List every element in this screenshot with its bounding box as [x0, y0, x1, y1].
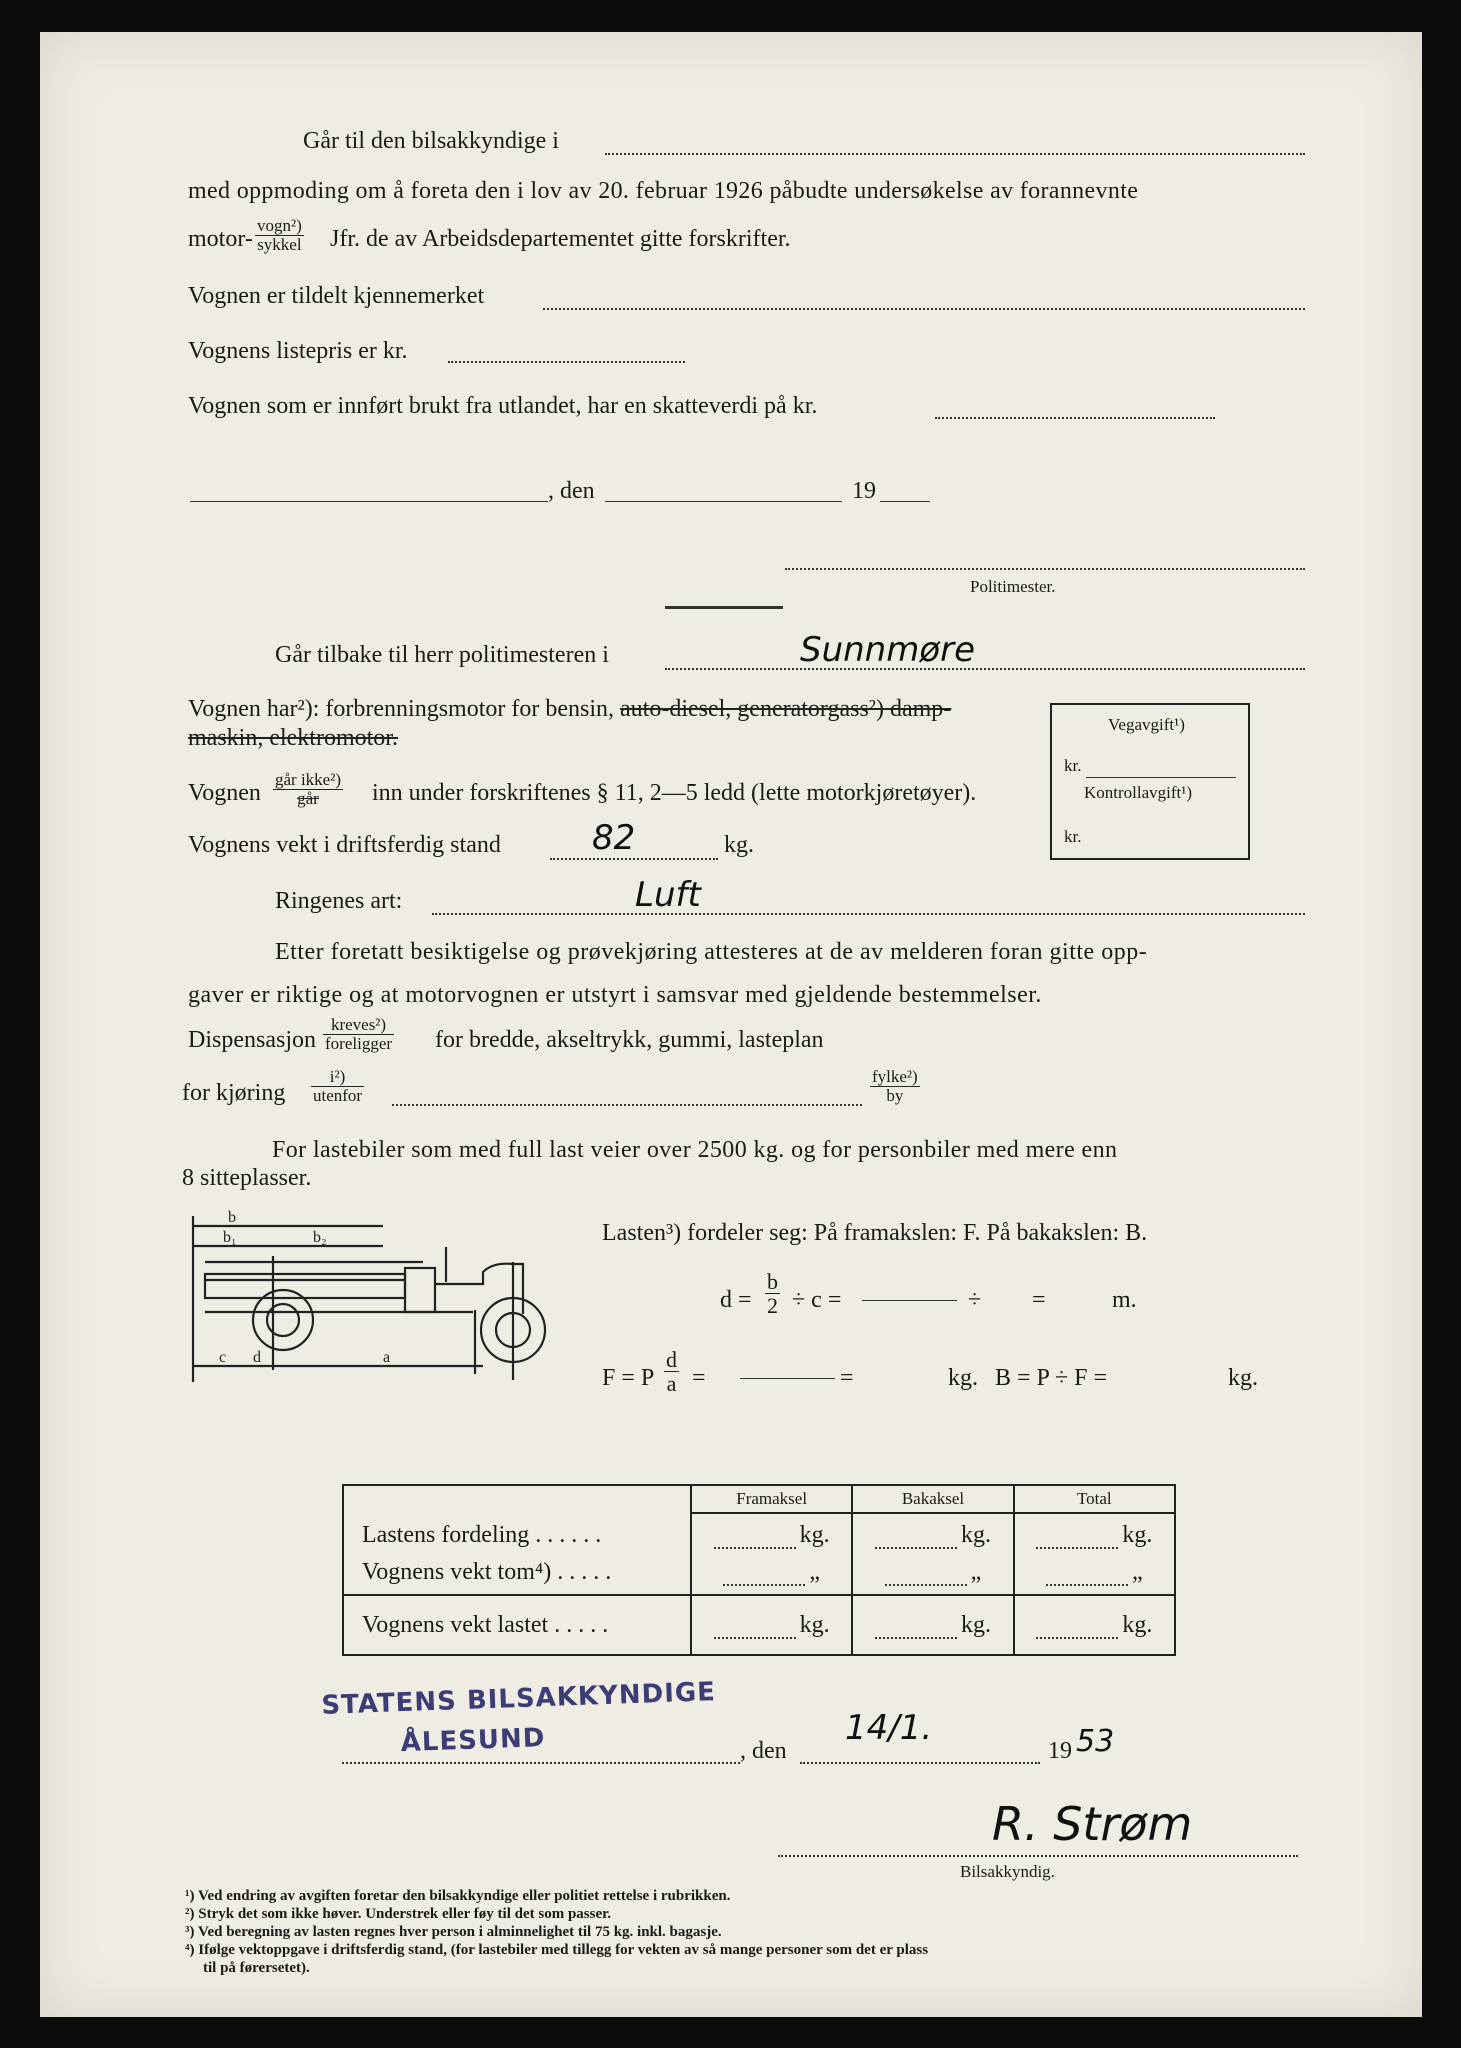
ring-value: Luft	[635, 875, 701, 915]
listepris-label: Vognens listepris er kr.	[188, 338, 408, 364]
politimester-signature-field[interactable]	[785, 568, 1305, 570]
weight-unit: kg.	[724, 832, 754, 858]
politimester-role: Politimester.	[970, 577, 1056, 596]
inspector-signature-field[interactable]	[778, 1855, 1298, 1857]
d-eq: =	[1032, 1287, 1046, 1313]
diagram-label-b1: b₁	[223, 1229, 237, 1246]
truck-hood	[435, 1264, 523, 1314]
vegavgift-field[interactable]	[1086, 777, 1236, 778]
weight-label: Vognens vekt i driftsferdig stand	[188, 832, 501, 858]
header-total: Total	[1014, 1485, 1175, 1513]
f-lhs: F = P	[602, 1365, 655, 1391]
place-signature-field[interactable]	[342, 1762, 740, 1764]
request-text: med oppmoding om å foreta den i lov av 20. februar 1926 påbudte undersøkelse av forannevnte	[188, 178, 1139, 204]
f-kg: kg.	[948, 1365, 978, 1391]
laste-line2: 8 sitteplasser.	[182, 1165, 312, 1191]
kjennemerke-field[interactable]	[543, 308, 1305, 310]
official-stamp: STATENS BILSAKKYNDIGE ÅLESUND	[320, 1677, 717, 1759]
kjennemerke-label: Vognen er tildelt kjennemerket	[188, 283, 485, 309]
f-eq1: =	[692, 1365, 706, 1391]
kjoring-prefix: for kjøring	[182, 1080, 286, 1106]
table-row-label-pair	[343, 1513, 691, 1595]
vegavgift-label: Vegavgift¹)	[1108, 715, 1185, 734]
footnote-4: ⁴) Ifølge vektoppgave i driftsferdig stand, (for lastebiler med tillegg for vekten av så mange personer som det er plass	[185, 1942, 929, 1958]
header-framaksel: Framaksel	[691, 1485, 852, 1513]
laste-line1: For lastebiler som med full last veier over 2500 kg. og for personbiler med mere enn	[272, 1137, 1118, 1163]
lasten-line: Lasten³) fordeler seg: På framakslen: F. På bakakslen: B.	[602, 1220, 1148, 1246]
total-cells[interactable]: kg. „	[1014, 1513, 1175, 1595]
skatteverdi-label: Vognen som er innført brukt fra utlandet, har en skatteverdi på kr.	[188, 393, 818, 419]
bilsakkyndig-field[interactable]	[605, 153, 1305, 155]
f-fraction: $\frac{d}{a}$	[666, 1347, 677, 1397]
framaksel-cells[interactable]: kg. „	[691, 1513, 852, 1595]
return-field[interactable]	[665, 668, 1305, 670]
year-prefix: 19	[852, 478, 876, 504]
lett-suffix: inn under forskriftenes § 11, 2—5 ledd (lette motorkjøretøyer).	[372, 780, 977, 806]
lett-prefix: Vognen	[188, 780, 261, 806]
d-rest: ÷ c =	[792, 1287, 842, 1313]
avgift-box	[1050, 703, 1250, 860]
kjoring-fraction: i²) utenfor	[313, 1067, 363, 1105]
bottom-date-value: 14/1.	[845, 1708, 933, 1748]
place-field[interactable]	[190, 501, 548, 502]
diagram-label-b: b	[228, 1209, 236, 1226]
disp-suffix: for bredde, akseltrykk, gummi, lasteplan	[435, 1027, 824, 1053]
footnotes	[185, 1887, 928, 1977]
b-kg: kg.	[1228, 1365, 1258, 1391]
d-fraction: $\frac{b}{2}$	[767, 1269, 778, 1319]
attest-line1: Etter foretatt besiktigelse og prøvekjøring attesteres at de av melderen foran gitte opp-	[275, 939, 1148, 965]
bottom-year-suffix: 53	[1076, 1724, 1115, 1759]
engine-line1: Vognen har²): forbrenningsmotor for bensin, auto-diesel, generatorgass²) damp-	[188, 696, 952, 722]
truck-diagram	[183, 1202, 588, 1392]
attest-line2: gaver er riktige og at motorvognen er utstyrt i samsvar med gjeldende bestemmelser.	[188, 982, 1042, 1008]
kontrollavgift-kr: kr.	[1064, 827, 1082, 846]
date-field[interactable]	[605, 501, 842, 502]
year-field[interactable]	[880, 501, 930, 502]
truck-body	[205, 1274, 405, 1298]
lett-fraction: går ikke²) går	[275, 770, 341, 808]
f-eq2: =	[840, 1365, 854, 1391]
bottom-den-label: , den	[740, 1738, 787, 1764]
lastet-framaksel[interactable]: kg.	[691, 1595, 852, 1655]
diagram-label-c: c	[219, 1349, 227, 1366]
weight-field[interactable]	[550, 858, 718, 860]
form-page	[40, 32, 1422, 2017]
inspector-role: Bilsakkyndig.	[960, 1862, 1055, 1881]
truck-cab	[405, 1268, 435, 1312]
bakaksel-cells[interactable]: kg. „	[852, 1513, 1013, 1595]
diagram-label-a: a	[383, 1349, 391, 1366]
load-distribution-table	[342, 1484, 1176, 1656]
den-label: , den	[548, 478, 595, 504]
d-field-1[interactable]	[862, 1300, 957, 1301]
motor-suffix: Jfr. de av Arbeidsdepartementet gitte forskrifter.	[330, 226, 791, 252]
footnote-2: ²) Stryk det som ikke høver. Understrek eller føy til det som passer.	[185, 1906, 612, 1922]
d-unit: m.	[1112, 1287, 1137, 1313]
weight-value: 82	[592, 818, 636, 858]
return-label: Går tilbake til herr politimesteren i	[275, 642, 609, 668]
diagram-label-d: d	[253, 1349, 261, 1366]
listepris-field[interactable]	[448, 361, 685, 363]
bottom-year-prefix: 19	[1048, 1738, 1072, 1764]
d-div: ÷	[968, 1287, 982, 1313]
footnote-4-continued: til på førersetet).	[203, 1960, 310, 1976]
diagram-label-b2: b₂	[313, 1229, 327, 1246]
skatteverdi-field[interactable]	[935, 417, 1215, 419]
motor-prefix: motor-	[188, 226, 253, 252]
bottom-date-field[interactable]	[800, 1762, 1040, 1764]
fylke-fraction: fylke²) by	[872, 1067, 918, 1105]
row-label-lastet: Vognens vekt lastet . . . . .	[343, 1595, 691, 1655]
disp-prefix: Dispensasjon	[188, 1027, 316, 1053]
disp-fraction: kreves²) foreligger	[325, 1015, 393, 1053]
d-lhs: d =	[720, 1287, 752, 1313]
kjoring-field[interactable]	[392, 1104, 862, 1106]
inspector-signature: R. Strøm	[992, 1797, 1193, 1851]
header-bakaksel: Bakaksel	[852, 1485, 1013, 1513]
footnote-3: ³) Ved beregning av lasten regnes hver person i alminnelighet til 75 kg. inkl. bagasje.	[185, 1924, 722, 1940]
lastet-total[interactable]: kg.	[1014, 1595, 1175, 1655]
b-formula: B = P ÷ F =	[995, 1365, 1108, 1391]
line1-label: Går til den bilsakkyndige i	[303, 128, 559, 154]
kontrollavgift-label: Kontrollavgift¹)	[1084, 783, 1193, 802]
ring-label: Ringenes art:	[275, 888, 403, 914]
ring-field[interactable]	[432, 913, 1305, 915]
lastet-bakaksel[interactable]: kg.	[852, 1595, 1013, 1655]
engine-line2: maskin, elektromotor.	[188, 725, 398, 751]
row-label-tom: Vognens vekt tom⁴) . . . . .	[362, 1558, 612, 1585]
row-label-lastens: Lastens fordeling . . . . . .	[362, 1521, 602, 1548]
f-field[interactable]	[740, 1378, 835, 1379]
return-handwritten: Sunnmøre	[800, 630, 976, 670]
section-divider	[665, 606, 783, 609]
vegavgift-kr: kr.	[1064, 756, 1082, 775]
motor-fraction: vogn²) sykkel	[257, 216, 302, 254]
footnote-1: ¹) Ved endring av avgiften foretar den bilsakkyndige eller politiet rettelse i rubrikken.	[185, 1888, 731, 1904]
